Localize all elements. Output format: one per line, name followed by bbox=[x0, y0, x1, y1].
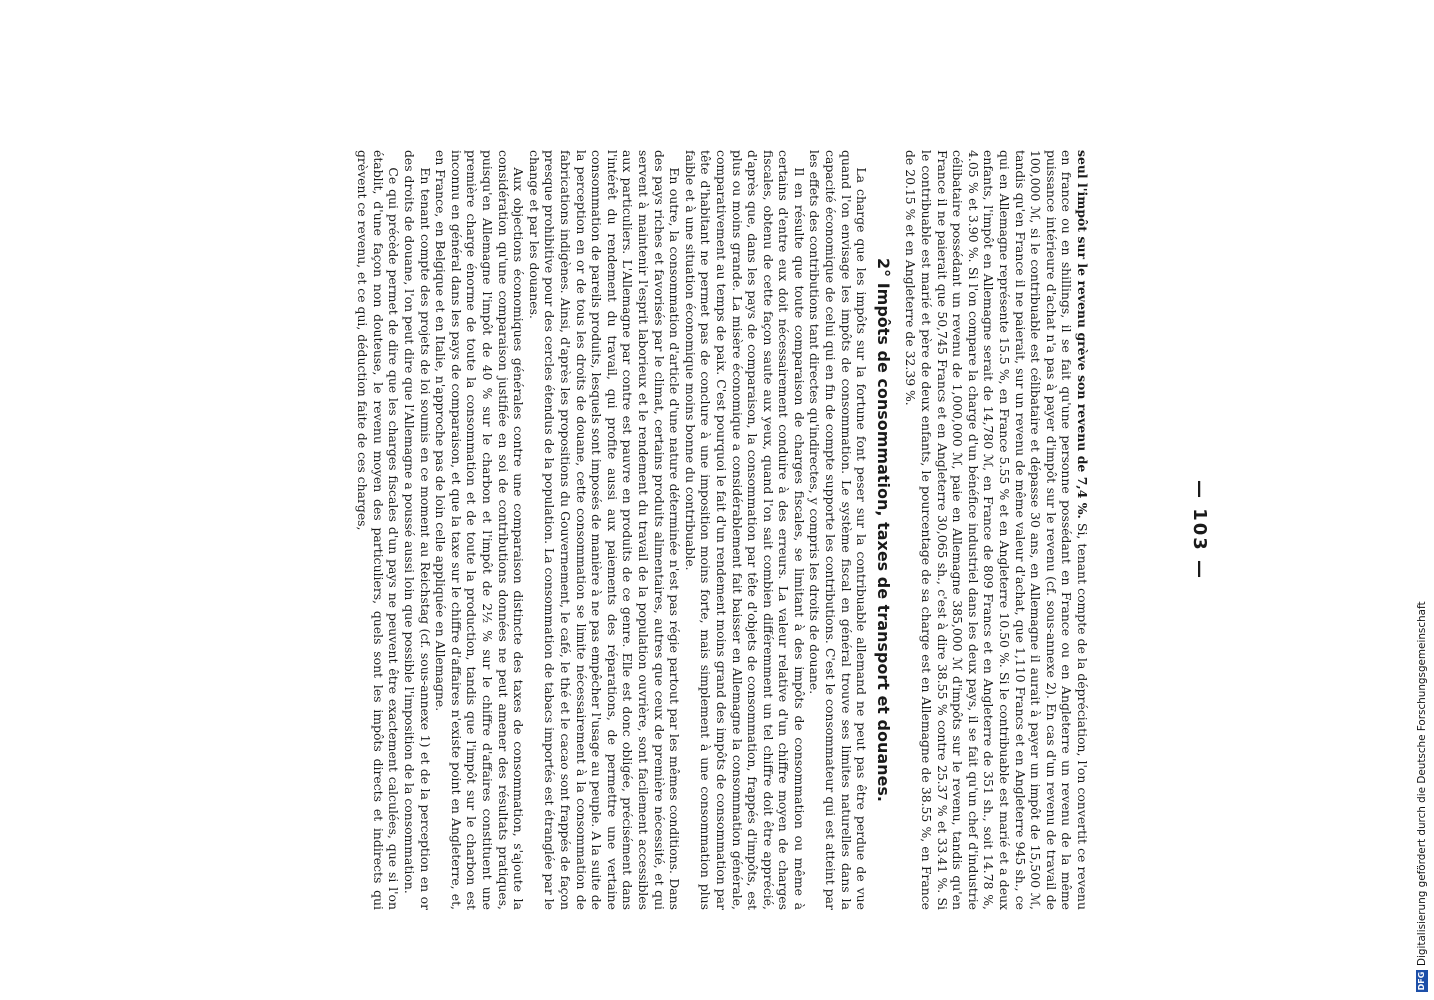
page-number: — 103 — bbox=[1189, 479, 1210, 581]
paragraph-3: Il en résulte que toute comparaison de charges fiscales, se limitant à des impôts de consommation ou même à certains d'entre eux doit nécessairement conduire à des erreurs. La valeur relative d'un chiffre moyen de charges fiscales, obtenu de cette façon saute aux yeux, quand l'on sait combien différemment un tel chiffre doit être apprécié, d'après que, dans les pays de comparaison, la consommation par tête d'objets de consommation, frappés d'impôts, est plus ou moins grande. La misère économique a considérablement fait baisser en Allemagne la consommation générale, comparativement au temps de paix. C'est pourquoi le fait d'un rendement moins grand des impôts de consommation par tête d'habitant ne permet pas de conclure à une imposition moins forte, mais simplement à une consommation plus faible et à une situation économique moins bonne du contribuable. bbox=[682, 150, 807, 910]
paragraph-7: Ce qui précède permet de dire que les charges fiscales d'un pays ne peuvent être exactement calculées, que si l'on établit, d'une façon non douteuse, le revenu moyen des particuliers, quels sont les impôts directs et indirects qui grèvent ce revenu, et ce qui, déduction faite de ces charges, bbox=[355, 150, 402, 910]
digitization-credit bbox=[1416, 602, 1432, 992]
rotated-document-page bbox=[90, 150, 1210, 911]
section-heading: 2° Impôts de consommation, taxes de transport et douanes. bbox=[873, 257, 893, 802]
dfg-logo-icon: DFG bbox=[1417, 971, 1426, 991]
paragraph-5: Aux objections économiques générales contre une comparaison distincte des taxes de consommation, s'ajoute la considération qu'une comparaison justifiée en soi de contributions données ne peut amener des résultats pratiques, puisqu'en Allemagne l'impôt de 40 % sur le charbon et l'impôt de 2½ % sur le chiffre d'affaires constituent une première charge énorme de toute la consommation et de toute la production, tandis que l'impôt sur le charbon est inconnu en général dans les pays de comparaison, et que la taxe sur le chiffre d'affaires n'existe point en Angleterre, et, en France, en Belgique et en Italie, n'approche pas de loin celle appliquée en Allemagne. bbox=[433, 150, 527, 910]
paragraph-4: En outre, la consommation d'article d'une nature déterminée n'est pas régie partout par les mêmes conditions. Dans des pays riches et favorisés par le climat, certains produits alimentaires, autres que ceux de première nécessité, et qui servent à maintenir l'esprit laborieux et le rendement du travail de la population ouvrière, sont facilement accessibles aux particuliers. L'Allemagne par contre est pauvre en produits de ce genre. Elle est donc obligée, précisément dans l'intérêt du rendement du travail, qui profite aussi aux paiements des réparations, de permettre une vertaine consommation de pareils produits, lesquels sont imposés de manière à ne pas empêcher l'usage au peuple. A la suite de la perception en or de tous les droits de douane, cette consommation se limite nécessairement à la consommation de fabrications indigènes. Ainsi, d'après les propositions du Gouvernement, le café, le thé et le cacao sont frappés de façon presque prohibitive pour des cercles étendus de la population. La consommation de tabacs importés est étranglée par le change et par les douanes. bbox=[526, 150, 683, 910]
paragraph-2: La charge que les impôts sur la fortune font peser sur la contribuable allemand ne peut pas être perdue de vue quand l'on envisage les impôts de consommation. Le système fiscal en général trouve ses limites naturelles dans la capacité économique de celui qui en fin de compte supporte les contributions. C'est le consommateur qui est atteint par les effets des contributions tant directes qu'indirectes, y compris les droits de douane. bbox=[807, 150, 870, 910]
paragraph-6: En tenant compte des projets de loi soumis en ce moment au Reichstag (cf. sous-annexe 1) et de la perception en or des droits de douane, l'on peut dire que l'Allemagne a poussé aussi loin que possible l'imposition de la consommation. bbox=[402, 150, 433, 910]
paragraph-1-body: Si, tenant compte de la dépréciation, l'on convertit ce revenu en france ou en shillings, il se fait qu'une personne possédant en France ou en Angleterre un revenu de la même puissance intérieure d'achat n'a pas à payer d'impôt sur le revenu (cf. sous-annexe 2). En cas d'un revenu de travail de 100,000 ℳ, si le contribuable est célibataire et dépasse 30 ans, en Allemagne il aurait à payer un impôt de 15,500 ℳ, tandis qu'en France il ne paierait, sur un revenu de même valeur d'achat, que 1,110 Francs et en Angleterre 945 sh., ce qui en Allemagne représente 15.5 %, en France 5.55 % et en Angleterre 10.50 %. Si le contribuable est marié et a deux enfants, l'impôt en Allemagne serait de 14,780 ℳ, en France de 809 Francs et en Angleterre de 351 sh., soit 14.78 %, 4.05 % et 3.90 %. Si l'on compare la charge d'un bénéfice industriel dans les deux pays, il se fait qu'un chef d'industrie célibataire possédant un revenu de 1,000,000 ℳ, paie en Allemagne 385,000 ℳ d'impôts sur le revenu, tandis qu'en France il ne paierait que 50,745 Francs et en Angleterre 30,065 sh., c'est à dire 38.55 % contre 25.37 % et 33.41 %. Si le contribuable est marié et père de deux enfants, le pourcentage de sa charge est en Allemagne de 38.55 %, en France de 20.15 % et en Angleterre de 32.39 %. bbox=[903, 150, 1090, 911]
text-column bbox=[355, 150, 1090, 910]
paragraph-1 bbox=[903, 150, 1090, 910]
credit-text: Digitalisierung gefördert durch die Deutsche Forschungsgemeinschaft bbox=[1416, 601, 1428, 966]
paragraph-1-lead: seul l'impôt sur le revenu grève son revenu de 7,4 %. bbox=[1075, 150, 1090, 519]
